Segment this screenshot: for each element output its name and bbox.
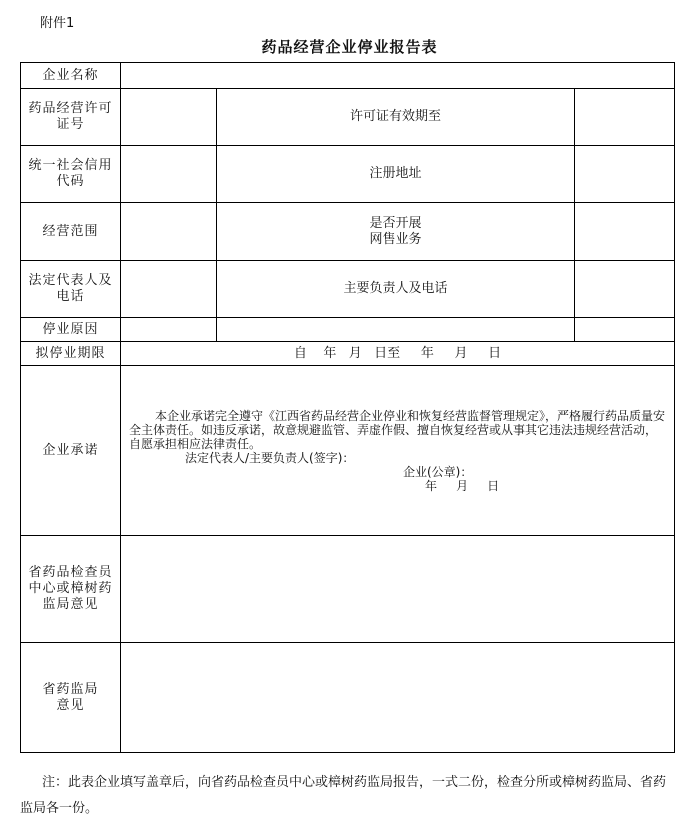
bureau-opinion-label — [21, 643, 121, 753]
company-name-field[interactable] — [121, 63, 675, 89]
business-scope-label: 经营范围 — [21, 203, 121, 261]
inspection-opinion-label — [21, 536, 121, 643]
bureau-opinion-field[interactable] — [121, 643, 675, 753]
legal-rep-label: 法定代表人及电话 — [21, 261, 121, 318]
credit-code-field[interactable] — [121, 146, 217, 203]
footnote: 注：此表企业填写盖章后，向省药品检查员中心或樟树药监局报告，一式二份，检查分所或樟树药监局、省药监局各一份。 — [20, 775, 667, 816]
inspection-opinion-text: 省药品检查员中心或樟树药监局意见 — [28, 565, 113, 612]
form-title: 药品经营企业停业报告表 — [261, 38, 438, 56]
commitment-label: 企业承诺 — [21, 366, 121, 536]
reason-label: 停业原因 — [21, 318, 121, 342]
license-valid-label: 许可证有效期至 — [217, 89, 575, 146]
license-no-field[interactable] — [121, 89, 217, 146]
reason-field-3[interactable] — [575, 318, 675, 342]
principal-field[interactable] — [575, 261, 675, 318]
commitment-signature: 法定代表人/主要负责人(签字)： — [185, 450, 355, 465]
license-valid-field[interactable] — [575, 89, 675, 146]
business-scope-field[interactable] — [121, 203, 217, 261]
reg-address-label: 注册地址 — [217, 146, 575, 203]
period-value: 自 年 月 日至 年 月 日 — [293, 345, 502, 361]
commitment-block — [121, 366, 675, 536]
online-sales-label — [217, 203, 575, 261]
reason-field-1[interactable] — [121, 318, 217, 342]
reason-field-2[interactable] — [217, 318, 575, 342]
online-sales-field[interactable] — [575, 203, 675, 261]
period-label: 拟停业期限 — [21, 342, 121, 366]
report-form-table — [20, 62, 675, 753]
bureau-opinion-text: 省药监局意见 — [42, 681, 99, 713]
credit-code-label: 统一社会信用代码 — [21, 146, 121, 203]
license-no-label: 药品经营许可证号 — [21, 89, 121, 146]
period-field[interactable] — [121, 342, 675, 366]
attachment-label: 附件1 — [40, 16, 75, 31]
inspection-opinion-field[interactable] — [121, 536, 675, 643]
commitment-date: 年 月 日 — [425, 478, 500, 493]
commitment-text: 本企业承诺完全遵守《江西省药品经营企业停业和恢复经营监督管理规定》，严格履行药品质量安全主体责任。如违反承诺，故意规避监管、弄虚作假、擅自恢复经营或从事其它违法违规经营活动，自愿承担相应法律责任。 — [129, 408, 666, 451]
company-name-label: 企业名称 — [21, 63, 121, 89]
principal-label: 主要负责人及电话 — [217, 261, 575, 318]
commitment-seal: 企业(公章)： — [403, 464, 473, 479]
online-sales-text: 是否开展网售业务 — [369, 215, 422, 247]
reg-address-field[interactable] — [575, 146, 675, 203]
legal-rep-field[interactable] — [121, 261, 217, 318]
